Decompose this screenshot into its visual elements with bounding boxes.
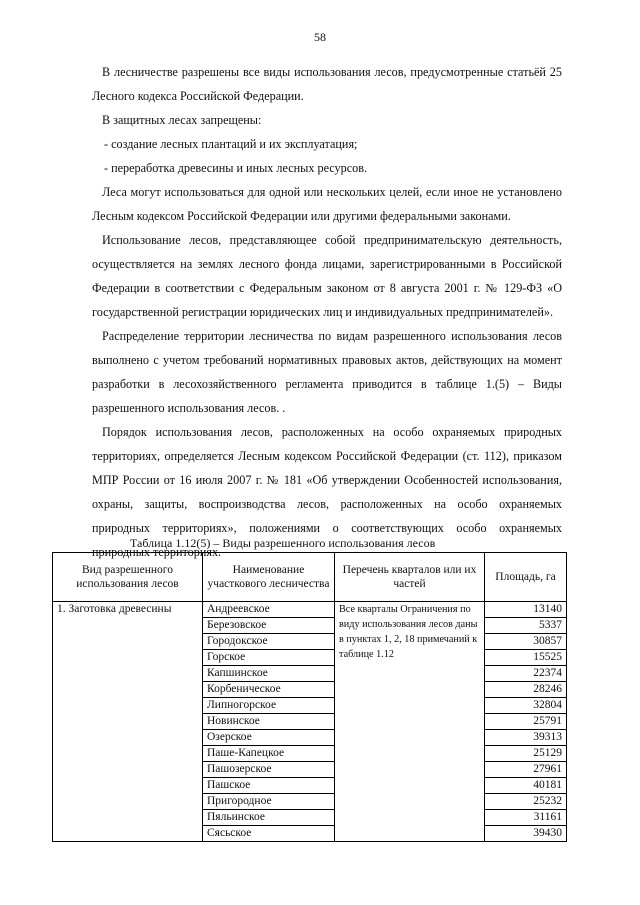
cell-forestry: Озерское bbox=[203, 730, 335, 746]
cell-area: 5337 bbox=[485, 618, 567, 634]
header-use-type: Вид разрешенного использования лесов bbox=[53, 553, 203, 602]
prohibited-item-processing: - переработка древесины и иных лесных ресурсов. bbox=[104, 161, 368, 175]
cell-quarters-note: Все кварталы Ограничения по виду использования лесов даны в пунктах 1, 2, 18 примечаний к таблице 1.12 bbox=[335, 602, 485, 842]
paragraph-prohibited-heading: В защитных лесах запрещены: bbox=[102, 113, 262, 127]
paragraph-allowed-uses: В лесничестве разрешены все виды использования лесов, предусмотренные статьёй 25 Лесного кодекса Российской Федерации. bbox=[92, 65, 562, 103]
cell-area: 30857 bbox=[485, 634, 567, 650]
body-text bbox=[92, 60, 562, 564]
cell-forestry: Капшинское bbox=[203, 666, 335, 682]
cell-area: 40181 bbox=[485, 778, 567, 794]
cell-area: 25232 bbox=[485, 794, 567, 810]
cell-use-type: 1. Заготовка древесины bbox=[53, 602, 203, 842]
paragraph-protected-areas: Порядок использования лесов, расположенных на особо охраняемых природных территориях, определяется Лесным кодексом Российской Федерации (ст. 112), приказом МПР России от 16 июля 2007 г. № 181 «Об утверждении Особенностей использования, охраны, защиты, воспроизводства лесов, расположенных на особо охраняемых природных территориях», положениями о соответствующих особо охраняемых природных территориях. bbox=[92, 425, 562, 559]
header-area: Площадь, га bbox=[485, 553, 567, 602]
cell-area: 32804 bbox=[485, 698, 567, 714]
cell-forestry: Корбеничеcкое bbox=[203, 682, 335, 698]
cell-area: 13140 bbox=[485, 602, 567, 618]
cell-area: 27961 bbox=[485, 762, 567, 778]
cell-forestry: Городокское bbox=[203, 634, 335, 650]
cell-forestry: Сясьское bbox=[203, 826, 335, 842]
cell-area: 25129 bbox=[485, 746, 567, 762]
cell-forestry: Пашское bbox=[203, 778, 335, 794]
table-row bbox=[53, 602, 567, 618]
cell-forestry: Пригородное bbox=[203, 794, 335, 810]
header-forestry: Наименование участкового лесничества bbox=[203, 553, 335, 602]
paragraph-distribution: Распределение территории лесничества по видам разрешенного использования лесов выполнено с учетом требований нормативных правовых актов, действующих на момент разработки в лесохозяйственного регламента приводится в таблице 1.(5) – Виды разрешенного использования лесов. . bbox=[92, 329, 562, 415]
cell-forestry: Паше-Капецкое bbox=[203, 746, 335, 762]
cell-forestry: Пяльинское bbox=[203, 810, 335, 826]
table-header-row bbox=[53, 553, 567, 602]
cell-area: 28246 bbox=[485, 682, 567, 698]
cell-area: 39313 bbox=[485, 730, 567, 746]
cell-area: 22374 bbox=[485, 666, 567, 682]
paragraph-purposes: Леса могут использоваться для одной или нескольких целей, если иное не установлено Лесным кодексом Российской Федерации или другими федеральными законами. bbox=[92, 185, 562, 223]
cell-forestry: Андреевское bbox=[203, 602, 335, 618]
cell-forestry: Пашозерское bbox=[203, 762, 335, 778]
header-quarters: Перечень кварталов или их частей bbox=[335, 553, 485, 602]
cell-area: 39430 bbox=[485, 826, 567, 842]
table-caption: Таблица 1.12(5) – Виды разрешенного использования лесов bbox=[130, 536, 436, 550]
cell-forestry: Липногорское bbox=[203, 698, 335, 714]
uses-table bbox=[52, 552, 567, 842]
cell-area: 25791 bbox=[485, 714, 567, 730]
cell-forestry: Березовское bbox=[203, 618, 335, 634]
prohibited-item-plantations: - создание лесных плантаций и их эксплуатация; bbox=[104, 137, 358, 151]
cell-area: 31161 bbox=[485, 810, 567, 826]
page-number: 58 bbox=[314, 30, 326, 44]
cell-forestry: Новинское bbox=[203, 714, 335, 730]
cell-area: 15525 bbox=[485, 650, 567, 666]
cell-forestry: Горское bbox=[203, 650, 335, 666]
paragraph-business-use: Использование лесов, представляющее собой предпринимательскую деятельность, осуществляется на землях лесного фонда лицами, зарегистрированными в Российской Федерации в соответствии с Федеральным законом от 8 августа 2001 г. № 129-ФЗ «О государственной регистрации юридических лиц и индивидуальных предпринимателей». bbox=[92, 233, 562, 319]
